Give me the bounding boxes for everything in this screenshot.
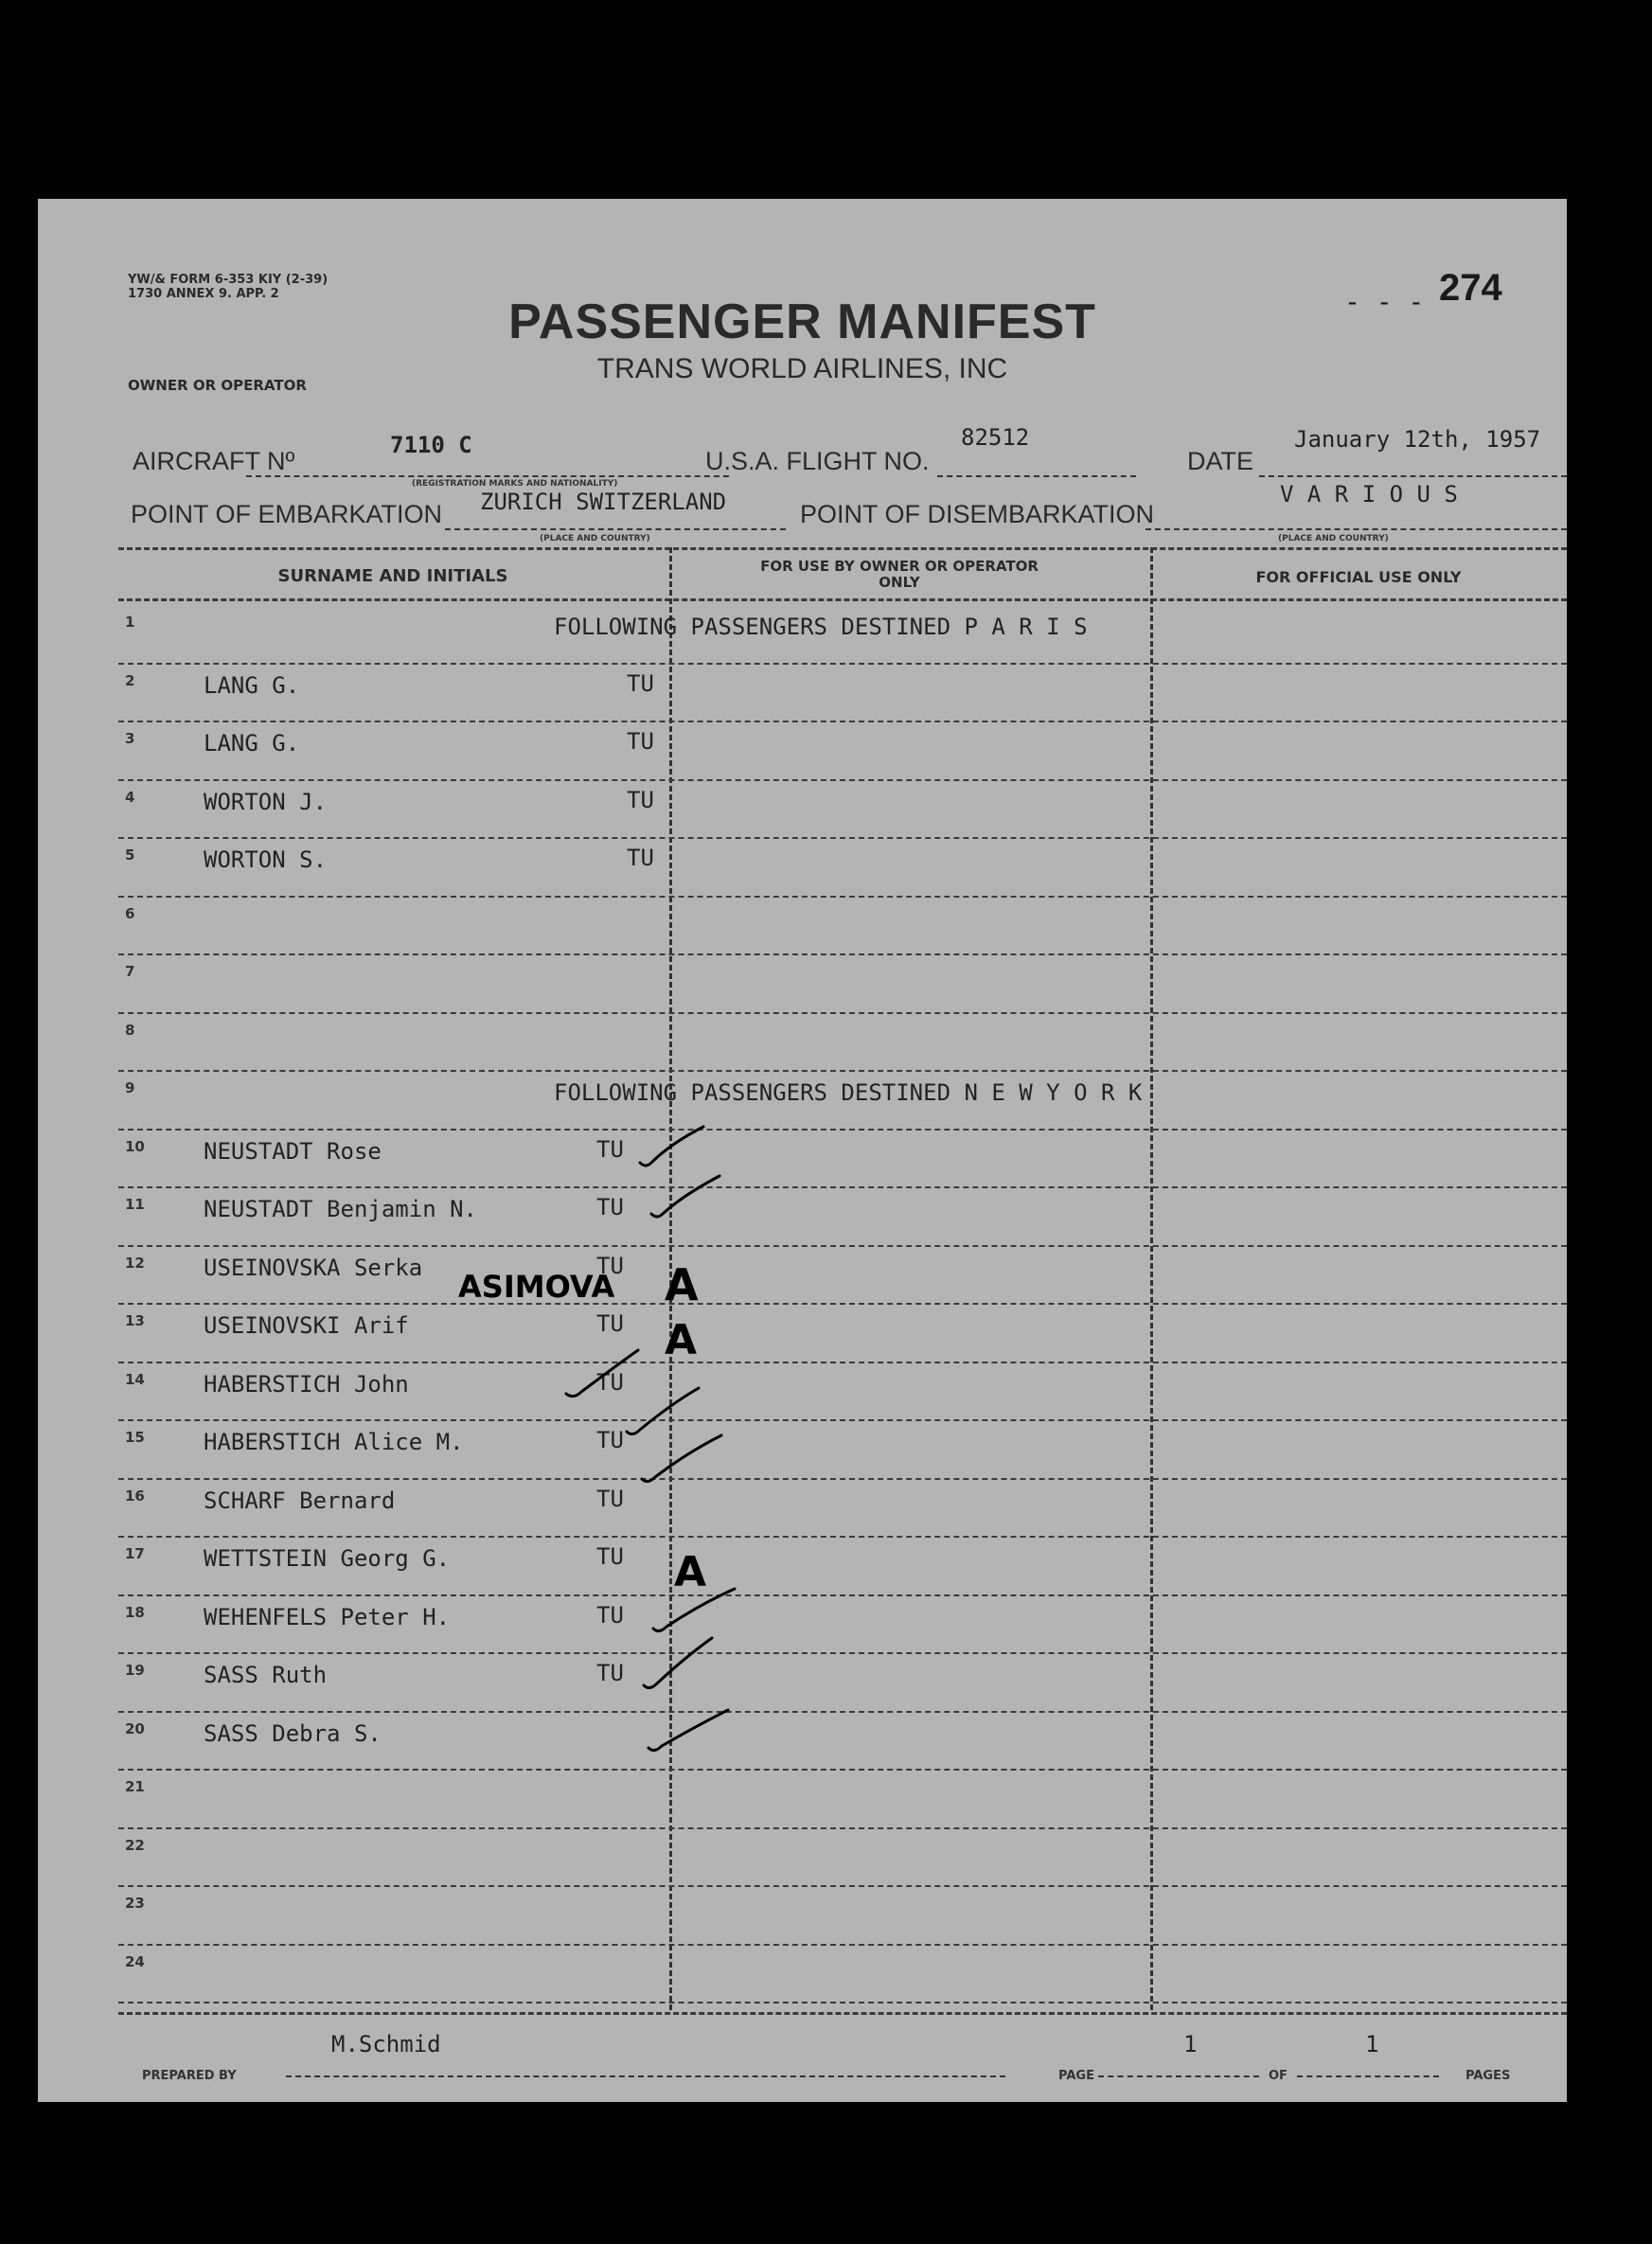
of-label: OF [1269,2069,1288,2083]
owner-label: OWNER OR OPERATOR [128,377,307,394]
flight-label: U.S.A. FLIGHT NO. [705,447,930,475]
passenger-name: WORTON J. [204,788,328,815]
disembark-value: V A R I O U S [1280,481,1458,508]
passenger-code: TU [596,1194,624,1220]
passenger-code: TU [596,1485,624,1512]
prepared-by-value: M.Schmid [331,2031,441,2057]
passenger-code: TU [627,845,654,871]
embark-note: (PLACE AND COUNTRY) [540,534,650,543]
row-number: 23 [125,1895,145,1912]
row-number: 24 [125,1952,145,1970]
handwritten-a-row17: A [674,1548,707,1596]
row-number: 18 [125,1603,145,1621]
page-underline [1098,2075,1259,2077]
row-number: 1 [125,614,135,631]
embark-label: POINT OF EMBARKATION [131,500,443,528]
check-mark-icon [651,1176,719,1217]
passenger-code: TU [627,728,654,755]
page-label: PAGE [1058,2069,1094,2083]
passenger-code: TU [596,1660,624,1686]
checkmarks [566,1127,735,1751]
check-mark-icon [644,1638,712,1688]
date-label: DATE [1187,447,1254,475]
aircraft-label: AIRCRAFT Nº [133,447,295,475]
row-number: 3 [125,730,135,747]
prepared-by-label: PREPARED BY [142,2069,237,2083]
passenger-code: TU [596,1310,624,1337]
row-number: 11 [125,1196,145,1213]
passenger-name: LANG G. [204,671,300,699]
passenger-name: WORTON S. [204,846,328,873]
row-number: 12 [125,1254,145,1272]
aircraft-value: 7110 C [390,432,472,458]
passenger-name: NEUSTADT Rose [204,1137,382,1165]
check-mark-icon [640,1127,703,1166]
passenger-code: TU [627,786,654,813]
row-number: 15 [125,1429,145,1446]
passenger-name: SCHARF Bernard [204,1487,396,1514]
section-heading: FOLLOWING PASSENGERS DESTINED P A R I S [554,614,1088,640]
row-number: 2 [125,671,135,689]
row-number: 6 [125,904,135,922]
row-number: 9 [125,1079,135,1096]
passenger-name: LANG G. [204,730,300,757]
passenger-code: TU [627,669,654,697]
passenger-name: WEHENFELS Peter H. [204,1603,451,1630]
check-mark-icon [648,1710,728,1751]
row-number: 16 [125,1487,145,1505]
row-number: 17 [125,1545,145,1562]
row-number: 19 [125,1662,145,1679]
page-dashes: - - - [1344,286,1425,317]
passenger-name: WETTSTEIN Georg G. [204,1545,451,1572]
row-number: 22 [125,1836,145,1854]
passenger-code: TU [596,1427,624,1453]
row-number: 5 [125,846,135,864]
form-code-line2: 1730 ANNEX 9. APP. 2 [128,287,279,301]
date-value: January 12th, 1957 [1294,426,1541,453]
airline-name: TRANS WORLD AIRLINES, INC [596,353,1008,384]
manifest-sheet [38,199,1567,2102]
prepared-by-underline [286,2075,1005,2077]
pages-label: PAGES [1465,2069,1511,2083]
row-number: 4 [125,788,135,806]
col-header-official-use: FOR OFFICIAL USE ONLY [1255,568,1462,586]
row-number: 10 [125,1137,145,1155]
row-number: 7 [125,963,135,980]
of-underline [1297,2075,1439,2077]
page-value: 1 [1183,2031,1198,2057]
passenger-code: TU [596,1601,624,1629]
row-number: 13 [125,1312,145,1329]
disembark-note: (PLACE AND COUNTRY) [1278,534,1389,543]
check-mark-icon [566,1350,638,1397]
passenger-code: TU [596,1543,624,1570]
embark-value: ZURICH SWITZERLAND [480,489,727,515]
check-mark-icon [653,1589,735,1631]
passenger-name: USEINOVSKI Arif [204,1312,409,1339]
check-mark-icon [642,1435,721,1482]
handwritten-asimova: ASIMOVA [458,1269,615,1305]
checkmarks-layer [38,199,1567,2102]
passenger-name: SASS Ruth [204,1662,328,1688]
page-number: 274 [1439,267,1502,309]
handwritten-a-row12: A [665,1259,699,1310]
section-heading: FOLLOWING PASSENGERS DESTINED N E W Y O R K [554,1079,1143,1106]
row-number: 14 [125,1370,145,1388]
passenger-code: TU [596,1368,624,1396]
col-header-surname: SURNAME AND INITIALS [277,566,508,586]
passenger-name: HABERSTICH Alice M. [204,1429,464,1455]
form-code-line1: YW/& FORM 6-353 KIY (2-39) [128,273,329,287]
passenger-name: NEUSTADT Benjamin N. [204,1196,477,1222]
passenger-name: USEINOVSKA Serka [204,1254,423,1281]
passenger-code: TU [596,1135,624,1163]
col-header-owner-use: FOR USE BY OWNER OR OPERATOR ONLY [760,558,1039,591]
row-number: 20 [125,1719,145,1737]
disembark-label: POINT OF DISEMBARKATION [800,500,1155,528]
page-title: PASSENGER MANIFEST [508,294,1096,349]
check-mark-icon [627,1388,699,1434]
flight-value: 82512 [961,424,1030,451]
row-number: 21 [125,1778,145,1795]
table-bottom-line [118,2012,1567,2015]
handwritten-a-row13: A [665,1316,698,1364]
passenger-code: TU [596,1252,624,1279]
passenger-name: SASS Debra S. [204,1719,382,1747]
row-number: 8 [125,1021,135,1039]
of-value: 1 [1365,2031,1379,2057]
passenger-name: HABERSTICH John [204,1370,409,1398]
registration-note: (REGISTRATION MARKS AND NATIONALITY) [412,479,618,489]
